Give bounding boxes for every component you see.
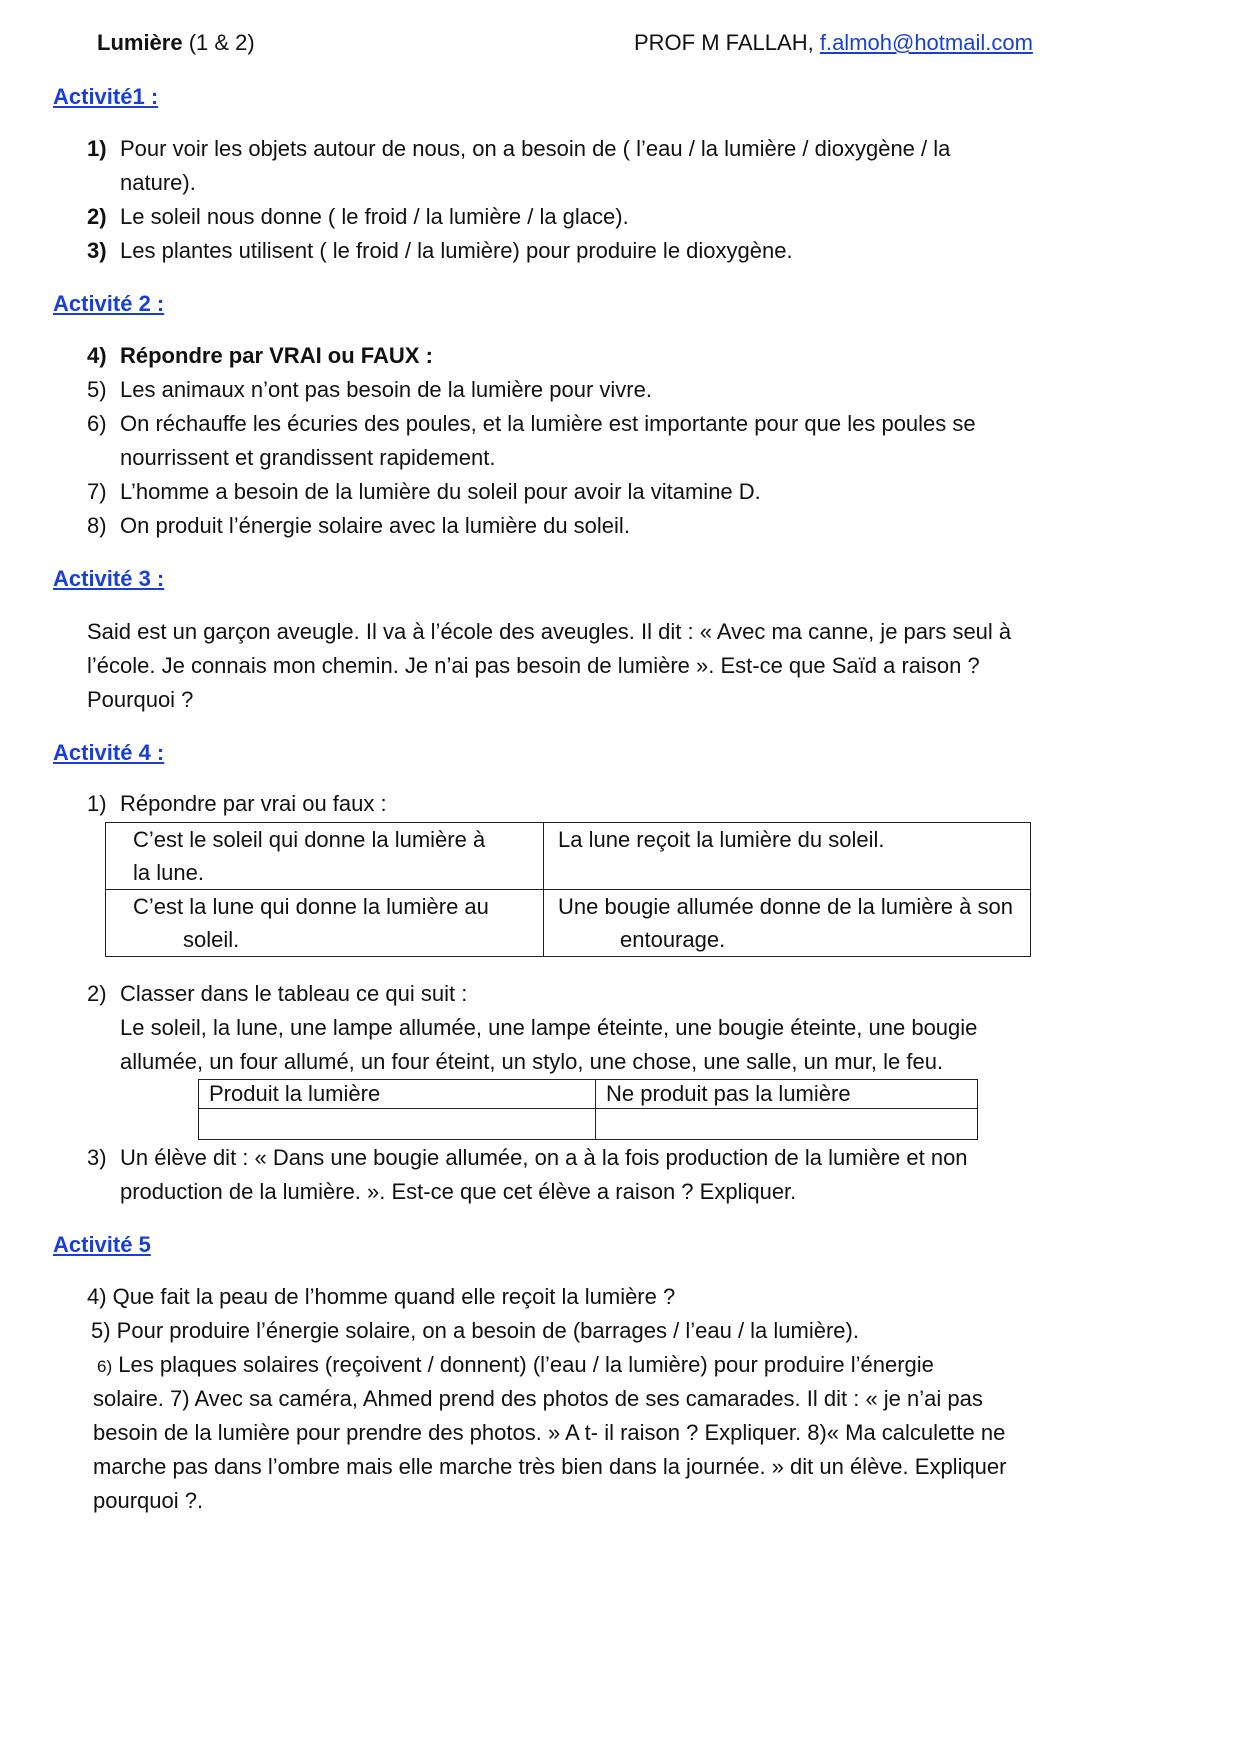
table-cell [544,823,1031,890]
item-number: 2) [87,981,107,1006]
line-text: Les plaques solaires (reçoivent / donnent) (l’eau / la lumière) pour produire l’énergie [118,1352,934,1377]
list-item [87,204,107,230]
paragraph-line: 4) Que fait la peau de l’homme quand elle reçoit la lumière ? [87,1284,676,1309]
item-number: 3) [87,238,107,263]
paragraph-line: besoin de la lumière pour prendre des photos. » A t- il raison ? Expliquer. 8)« Ma calculette ne [93,1420,1006,1445]
page-title [97,30,255,56]
paragraph-line: Pourquoi ? [87,687,194,712]
table-cell [106,823,544,890]
table-cell [544,890,1031,957]
activity1-heading: Activité1 : [53,84,159,109]
list-item-text: nature). [120,170,196,195]
author-line [634,30,1033,56]
list-item-text: nourrissent et grandissent rapidement. [120,445,496,470]
item-number: 6) [87,411,107,436]
question-text: allumée, un four allumé, un four éteint, un stylo, une chose, une salle, un mur, le feu. [120,1049,944,1074]
paragraph-line [97,1352,934,1378]
paragraph-line: pourquoi ?. [93,1488,204,1513]
item-number: 3) [87,1145,107,1170]
item-number: 6) [97,1357,113,1376]
cell-line: entourage. [620,927,726,952]
title-bold: Lumière [97,30,183,55]
table-header-cell: Ne produit pas la lumière [596,1080,978,1109]
list-item [87,238,107,264]
activity5-heading: Activité 5 [53,1232,151,1257]
paragraph-line: l’école. Je connais mon chemin. Je n’ai pas besoin de lumière ». Est-ce que Saïd a raison ? [87,653,980,678]
list-item-text: L’homme a besoin de la lumière du soleil pour avoir la vitamine D. [120,479,761,504]
table-cell [106,890,544,957]
activity2-heading: Activité 2 : [53,291,165,316]
table-row [199,1080,978,1109]
item-number: 1) [87,136,107,161]
item-number: 5) [87,377,107,402]
classification-table [198,1079,978,1140]
list-item-text: Le soleil nous donne ( le froid / la lumière / la glace). [120,204,629,229]
item-number: 1) [87,791,107,816]
cell-line: la lune. [133,860,204,885]
paragraph-line: solaire. 7) Avec sa caméra, Ahmed prend des photos de ses camarades. Il dit : « je n’ai pas [93,1386,983,1411]
list-item-text: On produit l’énergie solaire avec la lumière du soleil. [120,513,630,538]
item-number: 4) [87,343,107,368]
question-text: Le soleil, la lune, une lampe allumée, une lampe éteinte, une bougie éteinte, une bougie [120,1015,978,1040]
cell-line: Une bougie allumée donne de la lumière à son [558,894,1013,919]
author-name: PROF M FALLAH, [634,30,814,55]
cell-line: C’est le soleil qui donne la lumière à [133,827,486,852]
activity4-heading: Activité 4 : [53,740,165,765]
author-email-link[interactable]: f.almoh@hotmail.com [819,30,1033,55]
table-cell[interactable] [199,1109,596,1140]
list-item-text: Les plantes utilisent ( le froid / la lumière) pour produire le dioxygène. [120,238,793,263]
table-row [199,1109,978,1140]
list-item [87,136,107,162]
title-rest: (1 & 2) [182,30,255,55]
paragraph-line: marche pas dans l’ombre mais elle marche très bien dans la journée. » dit un élève. Expliquer [93,1454,1007,1479]
paragraph-line: 5) Pour produire l’énergie solaire, on a besoin de (barrages / l’eau / la lumière). [91,1318,859,1343]
item-number: 7) [87,479,107,504]
table-cell[interactable] [596,1109,978,1140]
cell-line: La lune reçoit la lumière du soleil. [558,827,885,852]
question-text: Répondre par vrai ou faux : [120,791,387,816]
item-number: 8) [87,513,107,538]
question-text: Classer dans le tableau ce qui suit : [120,981,468,1006]
question-text: production de la lumière. ». Est-ce que cet élève a raison ? Expliquer. [120,1179,797,1204]
cell-line: C’est la lune qui donne la lumière au [133,894,489,919]
table-header-cell: Produit la lumière [199,1080,596,1109]
list-item-text: Pour voir les objets autour de nous, on a besoin de ( l’eau / la lumière / dioxygène / la [120,136,951,161]
question-text: Un élève dit : « Dans une bougie allumée, on a à la fois production de la lumière et non [120,1145,968,1170]
activity3-heading: Activité 3 : [53,566,165,591]
paragraph-line: Said est un garçon aveugle. Il va à l’école des aveugles. Il dit : « Avec ma canne, je pars seul à [87,619,1012,644]
list-item-text: Répondre par VRAI ou FAUX : [120,343,433,368]
list-item-text: Les animaux n’ont pas besoin de la lumière pour vivre. [120,377,652,402]
list-item-text: On réchauffe les écuries des poules, et la lumière est importante pour que les poules se [120,411,976,436]
table-row [106,890,1031,957]
cell-line: soleil. [183,927,240,952]
table-row [106,823,1031,890]
item-number: 2) [87,204,107,229]
true-false-table [105,822,1031,957]
